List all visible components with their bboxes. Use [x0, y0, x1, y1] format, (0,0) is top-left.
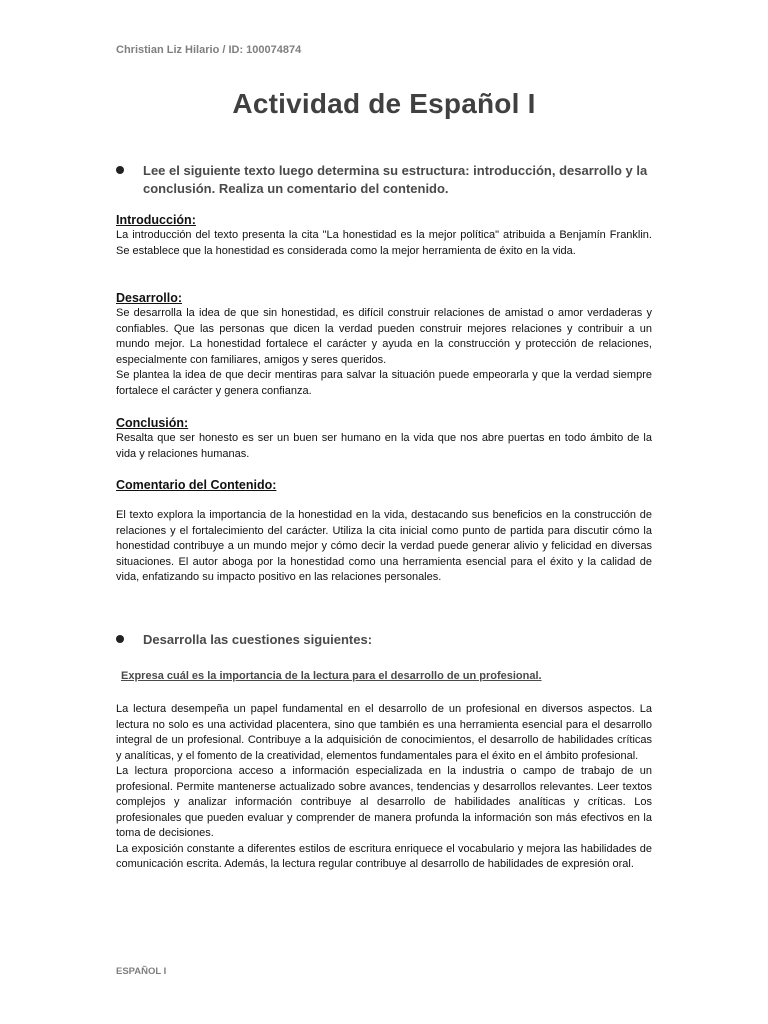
- answer-paragraph-2: La lectura proporciona acceso a información especializada en la industria o campo de trabajo de un profesional. Permite mantenerse actualizado sobre avances, tendencias y desarrollos relevantes. Leer textos complejos y analizar información contribuye al desarrollo de habilidades analíticas y críticas. Los profesionales que pueden evaluar y comprender de manera profunda la información son más efectivos en la toma de decisiones.: [116, 765, 652, 839]
- conclusion-text: Resalta que ser honesto es ser un buen ser humano en la vida que nos abre puertas en todo ámbito de la vida y relaciones humanas.: [116, 432, 652, 460]
- development-section: [116, 290, 652, 399]
- commentary-heading: Comentario del Contenido:: [116, 478, 277, 492]
- development-text-1: Se desarrolla la idea de que sin honestidad, es difícil construir relaciones de amistad o amor verdaderas y confiables. Que las personas que dicen la verdad pueden construir mejores relaciones y contribuir a un mundo mejor. La honestidad fortalece el carácter y ayuda en la construcción y protección de relaciones, especialmente con familiares, amigos y seres queridos.: [116, 307, 652, 366]
- page-title: Actividad de Español I: [232, 88, 536, 119]
- question-answer: [116, 702, 652, 873]
- introduction-section: [116, 212, 652, 259]
- instruction-bullet-1: [116, 162, 652, 198]
- author-header: Christian Liz Hilario / ID: 100074874: [116, 44, 302, 56]
- commentary-section: [116, 477, 652, 586]
- question-heading: Expresa cuál es la importancia de la lectura para el desarrollo de un profesional.: [121, 670, 542, 682]
- bullet-dot-icon: [116, 635, 124, 643]
- answer-paragraph-1: La lectura desempeña un papel fundamental en el desarrollo de un profesional en diversos aspectos. La lectura no solo es una actividad placentera, sino que también es una herramienta esencial para el desarrollo integral de un profesional. Contribuye a la adquisición de conocimientos, el desarrollo de habilidades críticas y analíticas, y el fomento de la creatividad, elementos fundamentales para el éxito en el ámbito profesional.: [116, 703, 652, 762]
- bullet-dot-icon: [116, 166, 124, 174]
- answer-paragraph-3: La exposición constante a diferentes estilos de escritura enriquece el vocabulario y mejora las habilidades de comunicación escrita. Además, la lectura regular contribuye al desarrollo de habilidades de expresión oral.: [116, 842, 652, 870]
- instruction-text-1: Lee el siguiente texto luego determina su estructura: introducción, desarrollo y la conclusión. Realiza un comentario del contenido.: [143, 163, 648, 196]
- conclusion-heading: Conclusión:: [116, 416, 189, 430]
- introduction-heading: Introducción:: [116, 213, 196, 227]
- introduction-text: La introducción del texto presenta la cita "La honestidad es la mejor política" atribuida a Benjamín Franklin. Se establece que la honestidad es considerada como la mejor herramienta de éxito en la vida.: [116, 229, 652, 257]
- instruction-text-2: Desarrolla las cuestiones siguientes:: [143, 632, 373, 647]
- commentary-text: El texto explora la importancia de la honestidad en la vida, destacando sus beneficios en la construcción de relaciones y el fortalecimiento del carácter. Utiliza la cita inicial como punto de partida para discutir cómo la honestidad contribuye a un mundo mejor y cómo decir la verdad puede generar alivio y felicidad en diversas situaciones. El autor aboga por la honestidad como una herramienta esencial para el éxito y la calidad de vida, enfatizando su impacto positivo en las relaciones personales.: [116, 509, 652, 583]
- page-footer: ESPAÑOL I: [116, 966, 167, 977]
- development-text-2: Se plantea la idea de que decir mentiras para salvar la situación puede empeorarla y que la verdad siempre fortalece el carácter y genera confianza.: [116, 369, 652, 397]
- conclusion-section: [116, 415, 652, 462]
- development-heading: Desarrollo:: [116, 291, 182, 305]
- instruction-bullet-2: [116, 631, 652, 649]
